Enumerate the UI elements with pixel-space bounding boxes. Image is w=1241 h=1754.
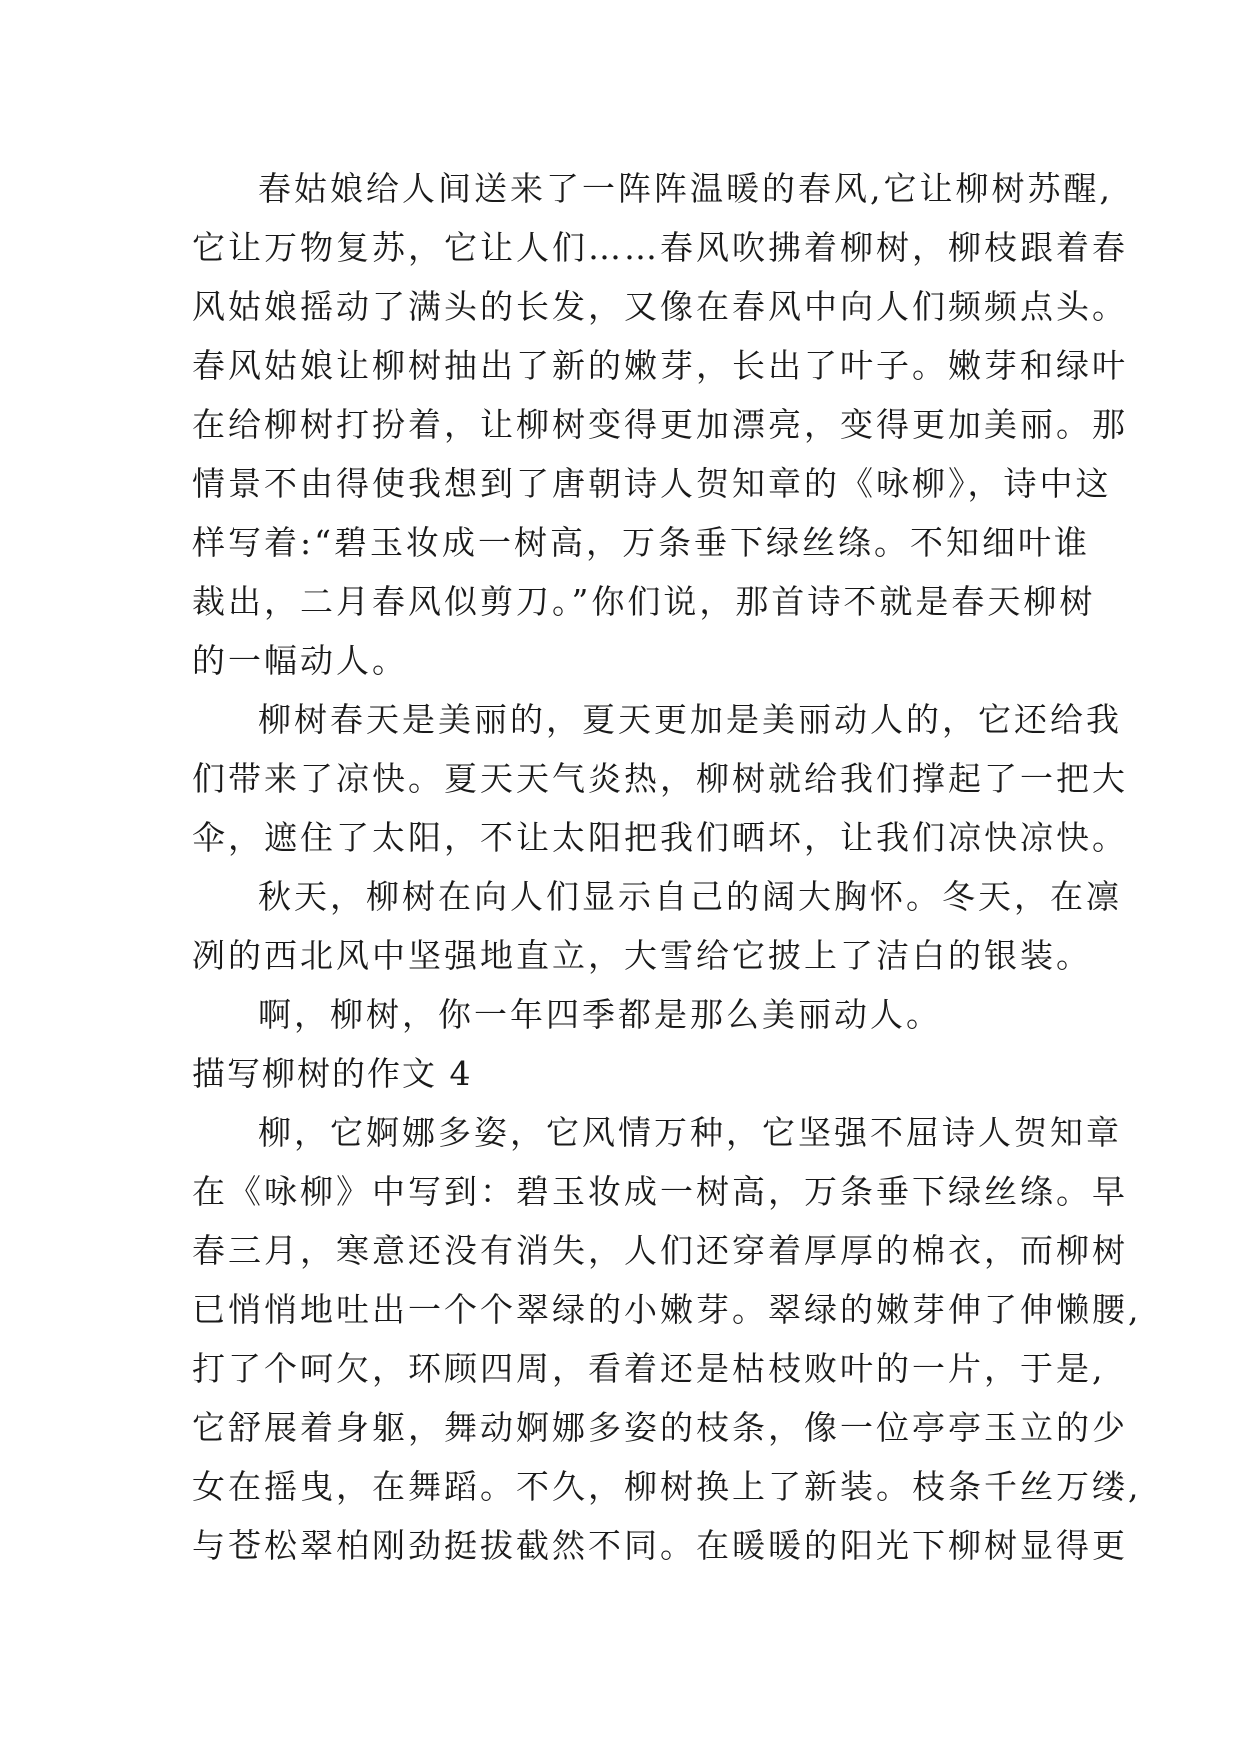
paragraph-2-line-1: 柳树春天是美丽的，夏天更加是美丽动人的，它还给我 <box>258 700 1122 739</box>
paragraph-1-line-6: 情景不由得使我想到了唐朝诗人贺知章的《咏柳》，诗中这 <box>192 464 1112 503</box>
section-heading: 描写柳树的作文 4 <box>192 1054 473 1093</box>
paragraph-1-line-2: 它让万物复苏，它让人们……春风吹拂着柳树，柳枝跟着春 <box>192 228 1128 267</box>
paragraph-1-line-8: 裁出，二月春风似剪刀。”你们说，那首诗不就是春天柳树 <box>192 582 1096 621</box>
paragraph-5-line-2: 在《咏柳》中写到：碧玉妆成一树高，万条垂下绿丝绦。早 <box>192 1172 1128 1211</box>
paragraph-3-line-1: 秋天，柳树在向人们显示自己的阔大胸怀。冬天，在凛 <box>258 877 1122 916</box>
paragraph-1-line-7: 样写着:“碧玉妆成一树高，万条垂下绿丝绦。不知细叶谁 <box>192 523 1090 562</box>
paragraph-1-line-1: 春姑娘给人间送来了一阵阵温暖的春风,它让柳树苏醒, <box>258 169 1113 208</box>
paragraph-1-line-9: 的一幅动人。 <box>192 641 408 680</box>
document-body <box>192 159 1142 1575</box>
paragraph-1-line-3: 风姑娘摇动了满头的长发，又像在春风中向人们频频点头。 <box>192 287 1128 326</box>
paragraph-5-line-3: 春三月，寒意还没有消失，人们还穿着厚厚的棉衣，而柳树 <box>192 1231 1128 1270</box>
paragraph-1-line-5: 在给柳树打扮着，让柳树变得更加漂亮，变得更加美丽。那 <box>192 405 1128 444</box>
paragraph-5-line-7: 女在摇曳，在舞蹈。不久，柳树换上了新装。枝条千丝万缕, <box>192 1467 1142 1506</box>
paragraph-5-line-4: 已悄悄地吐出一个个翠绿的小嫩芽。翠绿的嫩芽伸了伸懒腰, <box>192 1290 1142 1329</box>
paragraph-5-line-8: 与苍松翠柏刚劲挺拔截然不同。在暖暖的阳光下柳树显得更 <box>192 1526 1128 1565</box>
paragraph-1-line-4: 春风姑娘让柳树抽出了新的嫩芽，长出了叶子。嫩芽和绿叶 <box>192 346 1128 385</box>
paragraph-5-line-1: 柳，它婀娜多姿，它风情万种，它坚强不屈诗人贺知章 <box>258 1113 1122 1152</box>
paragraph-2-line-3: 伞，遮住了太阳，不让太阳把我们晒坏，让我们凉快凉快。 <box>192 818 1128 857</box>
paragraph-3-line-2: 冽的西北风中坚强地直立，大雪给它披上了洁白的银装。 <box>192 936 1092 975</box>
paragraph-5-line-6: 它舒展着身躯，舞动婀娜多姿的枝条，像一位亭亭玉立的少 <box>192 1408 1128 1447</box>
paragraph-5-line-5: 打了个呵欠，环顾四周，看着还是枯枝败叶的一片，于是, <box>192 1349 1106 1388</box>
paragraph-4-line-1: 啊，柳树，你一年四季都是那么美丽动人。 <box>258 995 942 1034</box>
paragraph-2-line-2: 们带来了凉快。夏天天气炎热，柳树就给我们撑起了一把大 <box>192 759 1128 798</box>
